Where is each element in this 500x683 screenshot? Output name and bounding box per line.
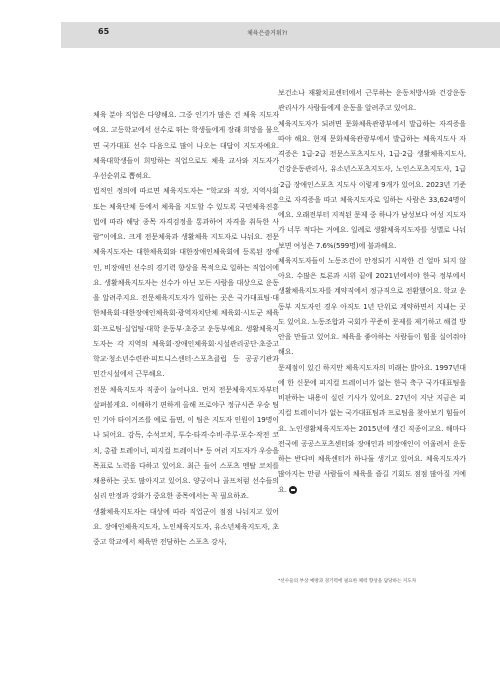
page-number: 65: [98, 27, 110, 36]
left-column: [93, 107, 279, 549]
right-column: [278, 85, 466, 497]
paragraph: 법적인 정의에 따르면 체육지도자는 “학교와 직장, 지역사회 또는 체육단체 등에서 체육을 지도할 수 있도록 국민체육진흥법에 따라 해당 종목 자격검정을 통과하여 자격을 취득한 사람”이에요. 크게 전문체육과 생활체육 지도자로 나눠요. 전문체육지도자는 대한체육회와 대한장애인체육회에 등록된 장애인, 비장애인 선수의 경기력 향상을 목적으로 일하는 직업이에요. 생활체육지도자는 선수가 아닌 모든 사람을 대상으로 운동을 알려주지요. 전문체육지도자가 일하는 곳은 국가대표팀·대한체육회·대한장애인체육회·광역자치단체 체육회·시도군 체육회·프로팀·실업팀·대학 운동부·초중고 운동부예요. 생활체육지도자는 각 지역의 체육회·장애인체육회·시설관리공단·초중고 학교·청소년수련관·피트니스센터·스포츠클럽 등 공공기관과 민간시설에서 근무해요.: [93, 186, 279, 379]
paragraph: 체육지도자가 되려면 문화체육관광부에서 발급하는 자격증을 따야 해요. 현재 문화체육관광부에서 발급하는 체육지도사 자격증은 1급·2급 전문스포츠지도사, 1급·2급 생활체육지도사, 건강운동관리사, 유소년스포츠지도사, 노인스포츠지도사, 1급·2급 장애인스포츠 지도사 이렇게 9개가 있어요. 2023년 기준으로 자격증을 따고 체육지도자로 일하는 사람은 33,624명이에요. 오래전부터 지적된 문제 중 하나가 남성보다 여성 지도자가 너무 적다는 거예요. 일례로 생활체육지도자를 성별로 나눠보면 여성은 7.6%(599명)에 불과해요.: [278, 118, 466, 250]
footnote: *선수들의 부상 예방과 경기력에 필요한 체력 향상을 담당하는 지도자: [278, 579, 417, 584]
paragraph-final: [278, 360, 466, 497]
paragraph: 체육지도자들이 노동조건이 안정되기 시작한 건 얼마 되지 않아요. 수많은 토론과 시위 끝에 2021년에서야 한국 정부에서 생활체육지도자를 계약직에서 정규직으로 전환했어요. 학교 운동부 지도자인 경우 아직도 1년 단위로 계약하면서 지내는 곳도 있어요. 노동조합과 국회가 꾸준히 문제를 제기하고 해결 방안을 만들고 있어요. 체육을 좋아하는 사람들이 힘을 실어줘야 해요.: [278, 255, 466, 357]
paragraph: 전문 체육지도자 직종이 늘어나요. 먼저 전문체육지도자부터 살펴볼게요. 이해하기 편하게 올해 프로야구 정규시즌 우승 팀인 기아 타이거즈를 예로 들면, 이 팀은 지도자 인원이 19명이나 되어요. 감독, 수석코치, 투수·타격·수비·주루·포수·작전 코치, 총괄 트레이너, 피지컬 트레이너* 등 여러 지도자가 우승을 목표로 노력을 다하고 있어요. 최근 들어 스포츠 멘탈 코치를 채용하는 곳도 많아지고 있어요. 양궁이나 골프처럼 선수들의 심리 안정과 강화가 중요한 종목에서는 꼭 필요하죠.: [93, 384, 279, 501]
paragraph: 체육 분야 직업은 다양해요. 그중 인기가 많은 건 체육 지도자예요. 고등학교에서 선수로 뛰는 학생들에게 장래 희망을 물으면 국가대표 선수 다음으로 많이 나오는 대답이 지도자예요. 체육대학생들이 희망하는 직업으로도 체육 교사와 지도자가 우선순위로 뽑혀요.: [93, 110, 279, 180]
end-mark-icon: [289, 486, 297, 494]
paragraph-final-text: 문제점이 있긴 하지만 체육지도자의 미래는 밝아요. 1997년대에 한 신문에 피지컬 트레이너가 없는 한국 축구 국가대표팀을 비판하는 내용이 실린 기사가 있어요. 27년이 지난 지금은 피지컬 트레이너가 없는 국가대표팀과 프로팀을 찾아보기 힘들어요. 노인생활체육지도자는 2015년에 생긴 직종이고요. 해마다 전국에 공공스포츠센터와 장애인과 비장애인이 어울려서 운동하는 반다비 체육센터가 하나둘 생기고 있어요. 체육지도자가 많아지는 만큼 사람들이 체육을 즐길 기회도 점점 많아질 거예요.: [278, 362, 466, 494]
running-title: 체육은즐거워?!: [247, 30, 288, 37]
paragraph: 생활체육지도자는 대상에 따라 직업군이 점점 나눠지고 있어요. 장애인체육지도자, 노인체육지도자, 유소년체육지도자, 초중고 학교에서 체육만 전담하는 스포츠 강사,: [93, 506, 279, 546]
paragraph: 보건소나 재활치료센터에서 근무하는 운동처방사와 건강운동관리사가 사람들에게 운동을 알려주고 있어요.: [278, 88, 466, 113]
